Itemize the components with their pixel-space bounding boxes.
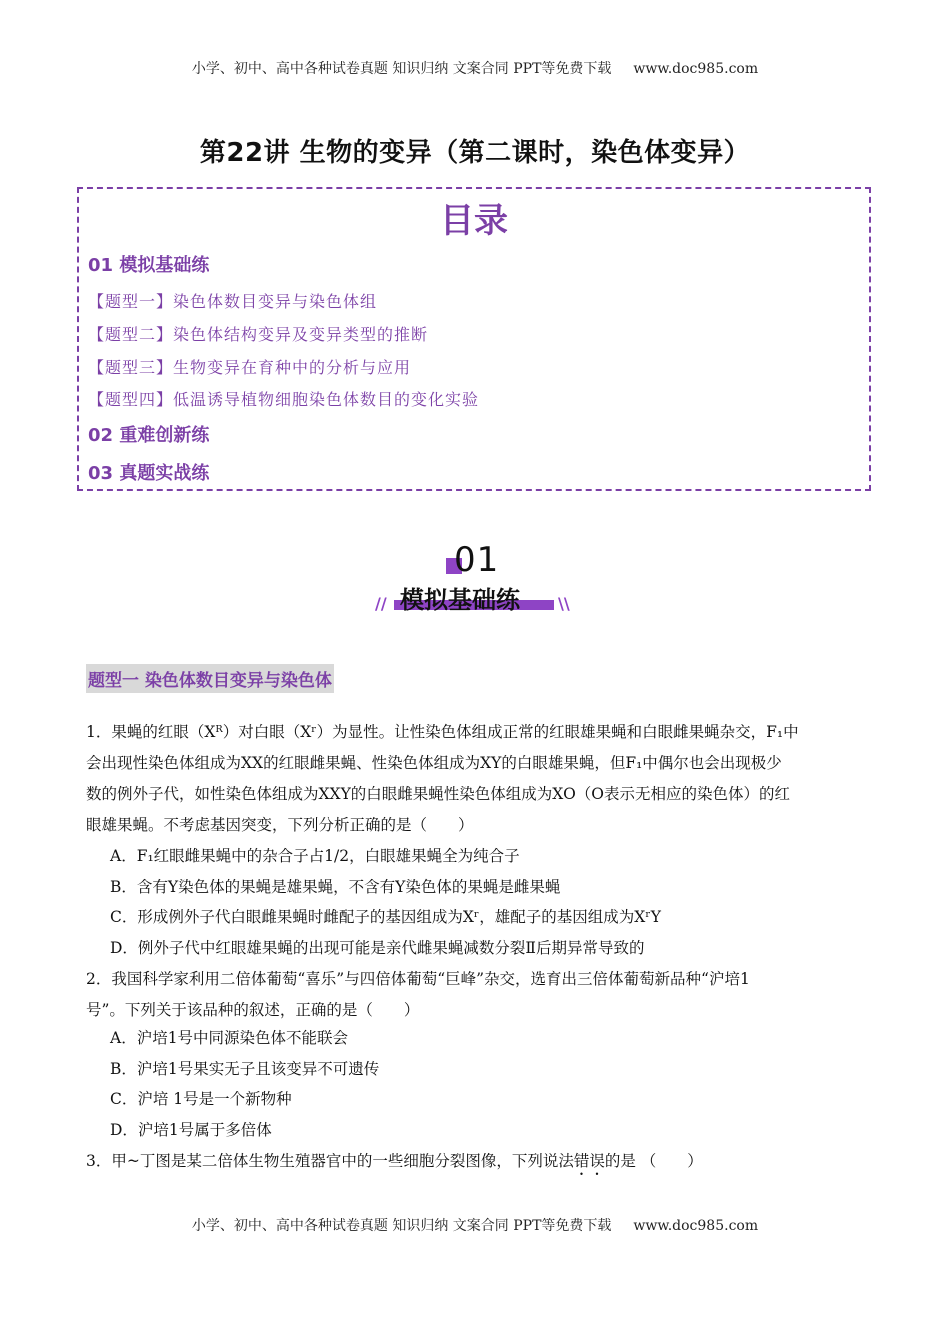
footer-url[interactable]: www.doc985.com <box>633 1218 759 1234</box>
toc-item-type-2[interactable]: 【题型二】染色体结构变异及变异类型的推断 <box>88 325 429 344</box>
question-1-line-4: 眼雄果蝇。不考虑基因突变，下列分析正确的是（ ） <box>86 816 474 834</box>
footer-text: 小学、初中、高中各种试卷真题 知识归纳 文案合同 PPT等免费下载 <box>191 1218 612 1234</box>
toc-item-type-1[interactable]: 【题型一】染色体数目变异与染色体组 <box>88 292 378 311</box>
question-3-suffix: 的是 （ ） <box>604 1152 703 1170</box>
section-label: 模拟基础练 <box>400 586 520 614</box>
question-1-option-b[interactable]: B．含有Y染色体的果蝇是雄果蝇，不含有Y染色体的果蝇是雌果蝇 <box>110 878 561 896</box>
question-1-line-2: 会出现性染色体组成为XX的红眼雌果蝇、性染色体组成为XY的白眼雄果蝇，但F₁中偶尔也会出现极少 <box>86 754 782 772</box>
page-header <box>0 58 950 78</box>
table-of-contents <box>77 187 871 491</box>
header-url[interactable]: www.doc985.com <box>633 61 759 77</box>
header-text: 小学、初中、高中各种试卷真题 知识归纳 文案合同 PPT等免费下载 <box>191 61 612 77</box>
document-title: 第22讲 生物的变异（第二课时，染色体变异） <box>199 138 751 168</box>
toc-section-02[interactable]: 02 重难创新练 <box>88 425 210 446</box>
toc-item-type-3[interactable]: 【题型三】生物变异在育种中的分析与应用 <box>88 358 412 377</box>
banner-left-slashes: // <box>375 594 387 613</box>
question-3-emphasis: 错误 <box>573 1152 605 1170</box>
toc-item-type-4[interactable]: 【题型四】低温诱导植物细胞染色体数目的变化实验 <box>88 390 480 409</box>
page-footer <box>0 1215 950 1235</box>
question-1-option-a[interactable]: A．F₁红眼雌果蝇中的杂合子占1/2，白眼雄果蝇全为纯合子 <box>110 847 520 865</box>
section-banner <box>370 540 580 620</box>
question-2-line-2: 号”。下列关于该品种的叙述，正确的是（ ） <box>86 1001 420 1019</box>
toc-section-01[interactable]: 01 模拟基础练 <box>88 255 210 276</box>
question-2-line-1: 2．我国科学家利用二倍体葡萄“喜乐”与四倍体葡萄“巨峰”杂交，选育出三倍体葡萄新品种“沪培1 <box>86 970 750 988</box>
toc-section-03[interactable]: 03 真题实战练 <box>88 463 210 484</box>
question-1-stem <box>86 717 876 841</box>
question-type-heading: 题型一 染色体数目变异与染色体 <box>86 664 334 693</box>
section-number: 01 <box>454 540 500 580</box>
banner-right-slashes: \\ <box>558 594 570 613</box>
question-1-option-c[interactable]: C．形成例外子代白眼雌果蝇时雌配子的基因组成为Xʳ，雄配子的基因组成为XʳY <box>110 908 661 926</box>
question-3-stem <box>86 1146 876 1179</box>
question-1-line-1: 1．果蝇的红眼（Xᴿ）对白眼（Xʳ）为显性。让性染色体组成正常的红眼雄果蝇和白眼雌果蝇杂交，F₁中 <box>86 723 799 741</box>
question-2-option-b[interactable]: B．沪培1号果实无子且该变异不可遗传 <box>110 1060 380 1078</box>
toc-heading: 目录 <box>440 201 508 241</box>
question-1-line-3: 数的例外子代，如性染色体组成为XXY的白眼雌果蝇性染色体组成为XO（O表示无相应的染色体）的红 <box>86 785 790 803</box>
question-1-option-d[interactable]: D．例外子代中红眼雄果蝇的出现可能是亲代雌果蝇减数分裂Ⅱ后期异常导致的 <box>110 939 645 957</box>
question-2-option-a[interactable]: A．沪培1号中同源染色体不能联会 <box>110 1029 349 1047</box>
question-2-option-d[interactable]: D．沪培1号属于多倍体 <box>110 1121 272 1139</box>
question-3-prefix: 3．甲~丁图是某二倍体生物生殖器官中的一些细胞分裂图像，下列说法 <box>86 1152 574 1170</box>
question-2-option-c[interactable]: C．沪培 1号是一个新物种 <box>110 1090 292 1108</box>
question-2-stem <box>86 964 876 1026</box>
